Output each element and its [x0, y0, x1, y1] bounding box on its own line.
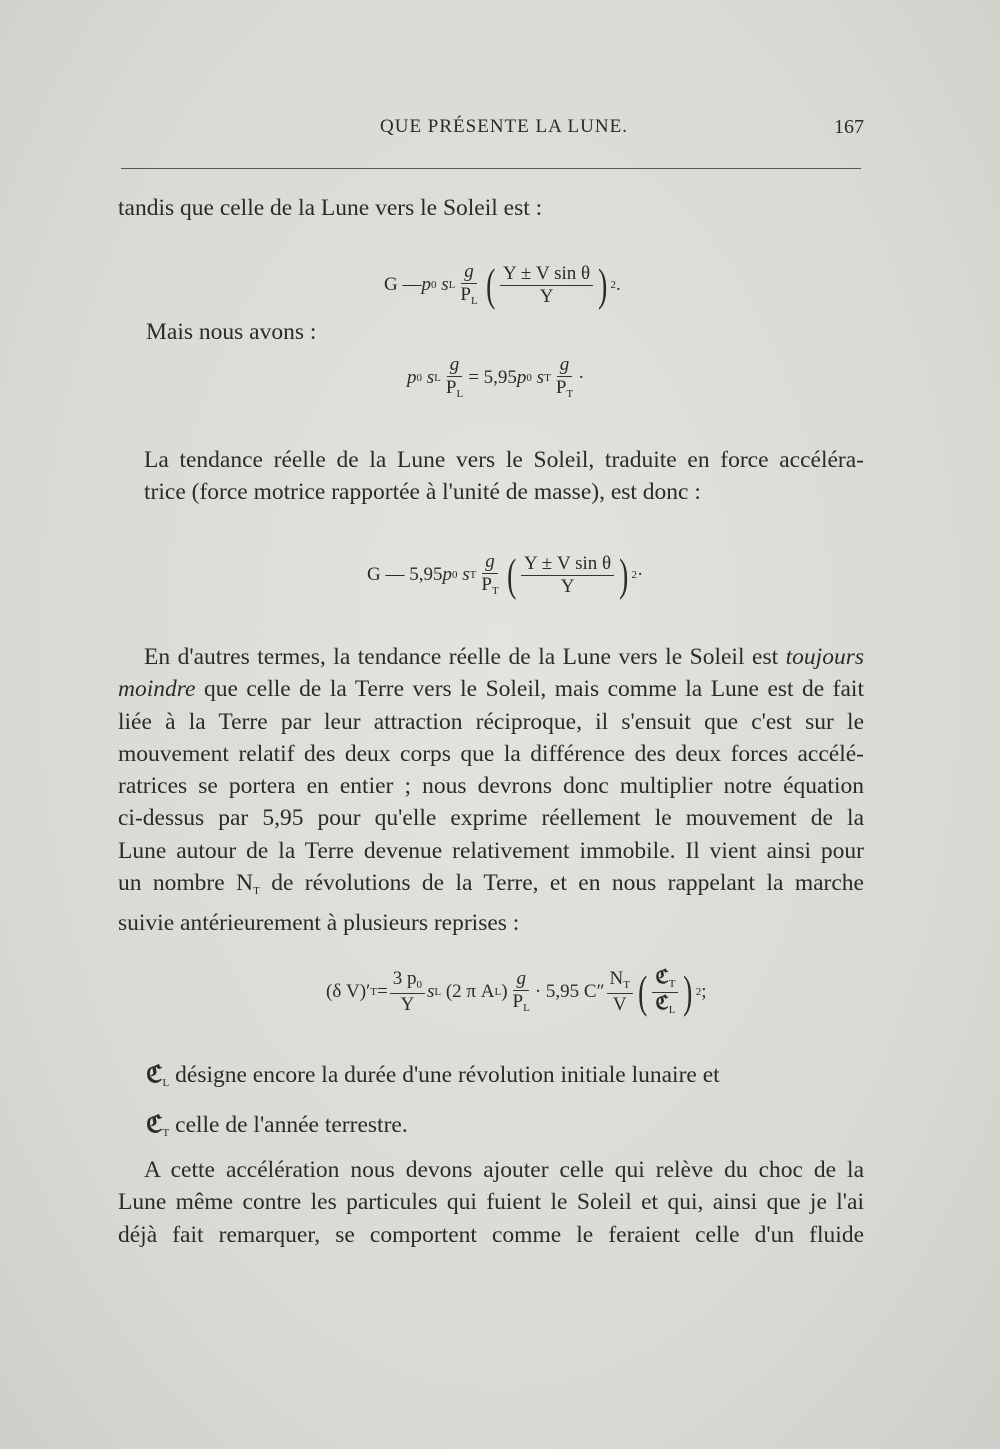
text-line-tandis: tandis que celle de la Lune vers le Soleil est : — [118, 195, 543, 221]
text-line-celle: ℭ$_T$ celle de l'année terrestre. — [146, 1110, 408, 1139]
paragraph-acceleration: A cette accélération nous devons ajouter celle qui relève du choc de la Lune même contre les particules qui fuient le Soleil et qui, ainsi que je l'ai déjà fait remarquer, se comportent comme le feraient celle d'un fluide — [118, 1157, 864, 1248]
paragraph-tendance: La tendance réelle de la Lune vers le Soleil, traduite en force accéléra- trice (force motrice rapportée à l'unité de masse), est donc : — [144, 447, 864, 506]
text-line-designe: ℭ$_L$ désigne encore la durée d'une révolution initiale lunaire et — [146, 1060, 720, 1089]
running-head: QUE PRÉSENTE LA LUNE. — [380, 116, 628, 137]
equation-2: p 0 s L $\frac{g}{P_L}$ = 5,95 p 0 s T $\frac{g}{P_T}$ · — [407, 354, 585, 400]
header-rule — [121, 168, 861, 169]
page-number: 167 — [834, 116, 864, 138]
page-header — [118, 116, 868, 146]
equation-1: G — p 0 s L $\frac{g}{P_L}$ ( $\frac{\text{Υ ± V sin θ}}{\Upsilon}$ ) 2 . — [384, 259, 621, 310]
equation-3: G — 5,95 p 0 s T $\frac{g}{P_T}$ ( $\frac{\text{Υ ± V sin θ}}{\Upsilon}$ ) 2 · — [367, 549, 644, 600]
paragraph-termes: En d'autres termes, la tendance réelle de la Lune vers le Soleil est toujours moindre que celle de la Terre vers le Soleil, mais comme la Lune est de fait liée à la Terre par leur attraction réciproque, il s'ensuit que c'est sur le mouvement relatif des deux corps que la différence des deux forces accélé- ratrices se portera en entier ; nous devrons donc multiplier notre équation ci-dessus par 5,95 pour qu'elle exprime réellement le mouvement de la Lune autour de la Terre devenue relativement immobile. Il vient ainsi pour un nombre $N_T$ de révolutions de la Terre, et en nous rappelant la marche suivie antérieurement à plusieurs reprises : — [118, 644, 864, 937]
equation-4: (δ V)′ T = $\frac{3 p_0}{\Upsilon}$ s L (2 π A L ) $\frac{g}{P_L}$ · 5,95 C″ $\frac{N_T}{V}$ ( $\frac{ℭ_T}{ℭ_L}$ ) 2 ; — [326, 966, 707, 1018]
text-line-mais: Mais nous avons : — [146, 319, 317, 345]
